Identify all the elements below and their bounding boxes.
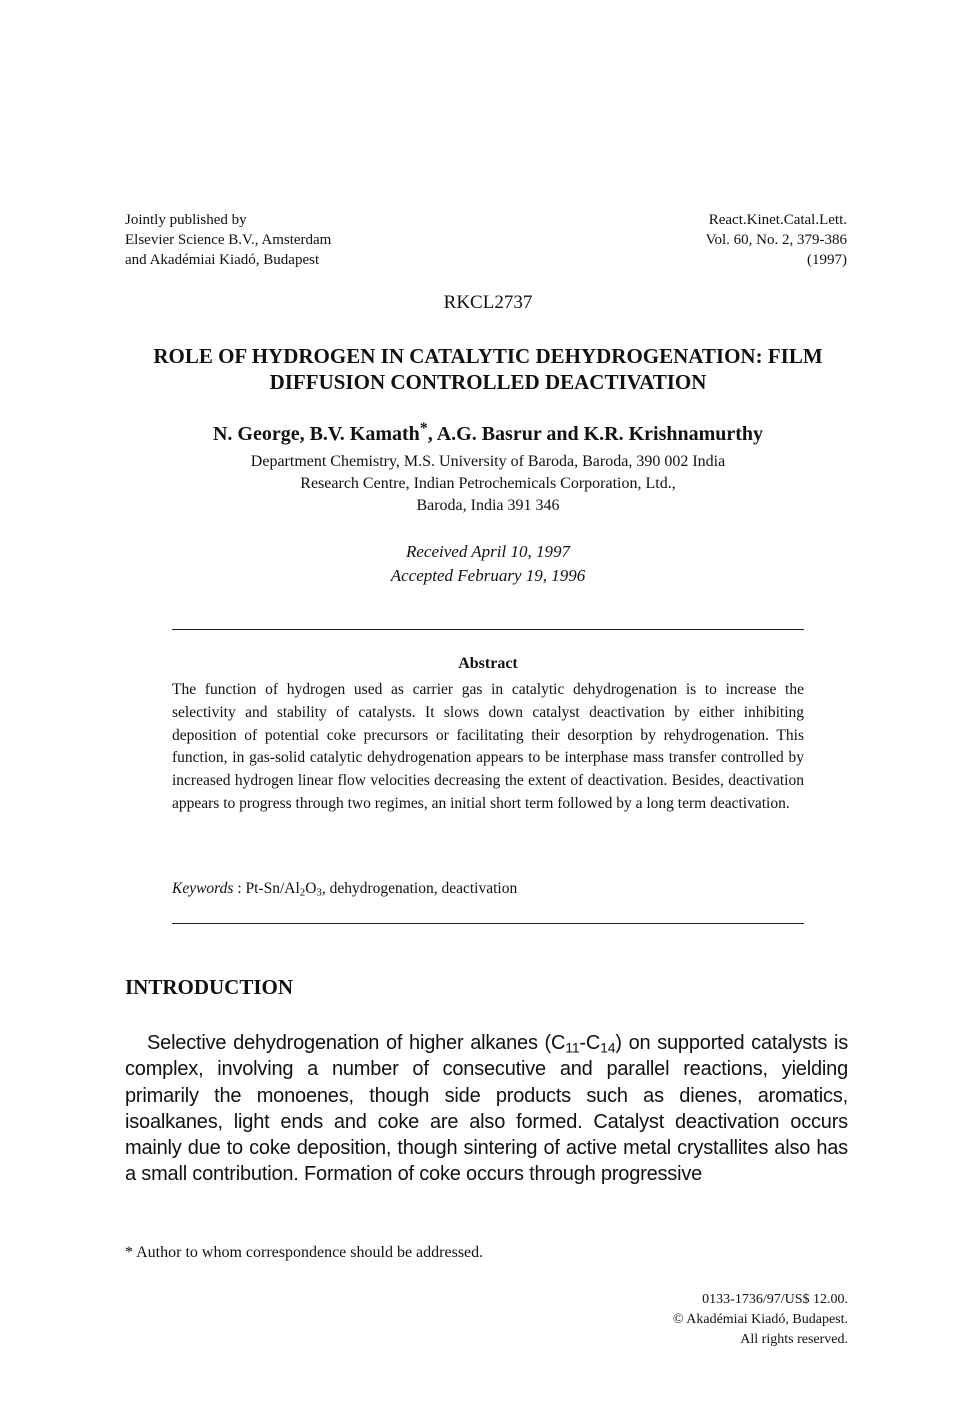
- title-line: ROLE OF HYDROGEN IN CATALYTIC DEHYDROGENATION: FILM: [153, 344, 823, 368]
- corresponding-author-mark: *: [419, 419, 428, 437]
- formula-subscript: 3: [316, 886, 322, 899]
- introduction-paragraph: [125, 1030, 848, 1188]
- abstract-text: The function of hydrogen used as carrier gas in catalytic dehydrogenation is to increase the selectivity and stability of catalysts. It slows down catalyst deactivation by either inhibiting deposition of potential coke precursors or facilitating their desorption by rehydrogenation. This function, in gas-solid catalytic dehydrogenation appears to be interphase mass transfer controlled by increased hydrogen linear flow velocities decreasing the extent of deactivation. Besides, deactivation appears to progress through two regimes, an initial short term followed by a long term deactivation.: [172, 681, 804, 812]
- affiliation-line: Research Centre, Indian Petrochemicals Corporation, Ltd.,: [300, 475, 676, 492]
- keywords: [172, 880, 804, 898]
- section-heading: INTRODUCTION: [125, 975, 294, 999]
- received-date: Received April 10, 1997: [406, 542, 570, 561]
- keywords-label: Keywords: [172, 880, 234, 897]
- intro-subscript: 11: [565, 1039, 580, 1056]
- publisher-line: Elsevier Science B.V., Amsterdam: [125, 232, 332, 248]
- journal-line: (1997): [807, 252, 847, 268]
- intro-subscript: 14: [600, 1039, 616, 1056]
- intro-text: ) on supported catalysts is complex, involving a number of consecutive and parallel reactions, yielding primarily the monoenes, though side products such as dienes, aromatics, isoalkanes, light ends and coke are also formed. Catalyst deactivation occurs mainly due to coke deposition, though sintering of active metal crystallites also has a small contribution. Formation of coke occurs through progressive: [125, 1032, 848, 1186]
- intro-text: -C: [579, 1032, 601, 1054]
- footnote: * Author to whom correspondence should be addressed.: [125, 1244, 484, 1261]
- footer-line: All rights reserved.: [740, 1332, 848, 1347]
- footer-line: © Akadémiai Kiadó, Budapest.: [672, 1312, 848, 1327]
- article-dates: [0, 540, 976, 588]
- journal-citation: [560, 210, 847, 270]
- formula-text: O: [305, 880, 317, 897]
- journal-line: React.Kinet.Catal.Lett.: [708, 212, 847, 228]
- publisher-line: and Akadémiai Kiadó, Budapest: [125, 252, 320, 268]
- divider: [172, 629, 804, 630]
- authors-part: N. George, B.V. Kamath: [212, 423, 420, 445]
- affiliations: [0, 451, 976, 517]
- publisher-info: [125, 210, 485, 270]
- paper-title: [100, 343, 876, 395]
- title-line: DIFFUSION CONTROLLED DEACTIVATION: [269, 370, 707, 394]
- intro-text: Selective dehydrogenation of higher alkanes (C: [147, 1032, 566, 1054]
- author-list: [0, 419, 976, 446]
- footer-line: 0133-1736/97/US$ 12.00.: [702, 1292, 848, 1307]
- affiliation-line: Department Chemistry, M.S. University of Baroda, Baroda, 390 002 India: [250, 453, 726, 470]
- copyright-footer: [560, 1290, 848, 1350]
- authors-part: , A.G. Basrur and K.R. Krishnamurthy: [427, 423, 764, 445]
- journal-line: Vol. 60, No. 2, 379-386: [705, 232, 847, 248]
- affiliation-line: Baroda, India 391 346: [416, 497, 560, 514]
- keywords-rest: , dehydrogenation, deactivation: [321, 880, 518, 897]
- article-code: RKCL2737: [443, 292, 533, 313]
- formula-subscript: 2: [299, 886, 306, 899]
- publisher-line: Jointly published by: [125, 212, 247, 228]
- abstract-heading: Abstract: [458, 655, 518, 672]
- divider: [172, 923, 804, 924]
- keywords-separator: :: [233, 880, 246, 897]
- accepted-date: Accepted February 19, 1996: [390, 566, 586, 585]
- formula-text: Pt-Sn/Al: [245, 880, 300, 897]
